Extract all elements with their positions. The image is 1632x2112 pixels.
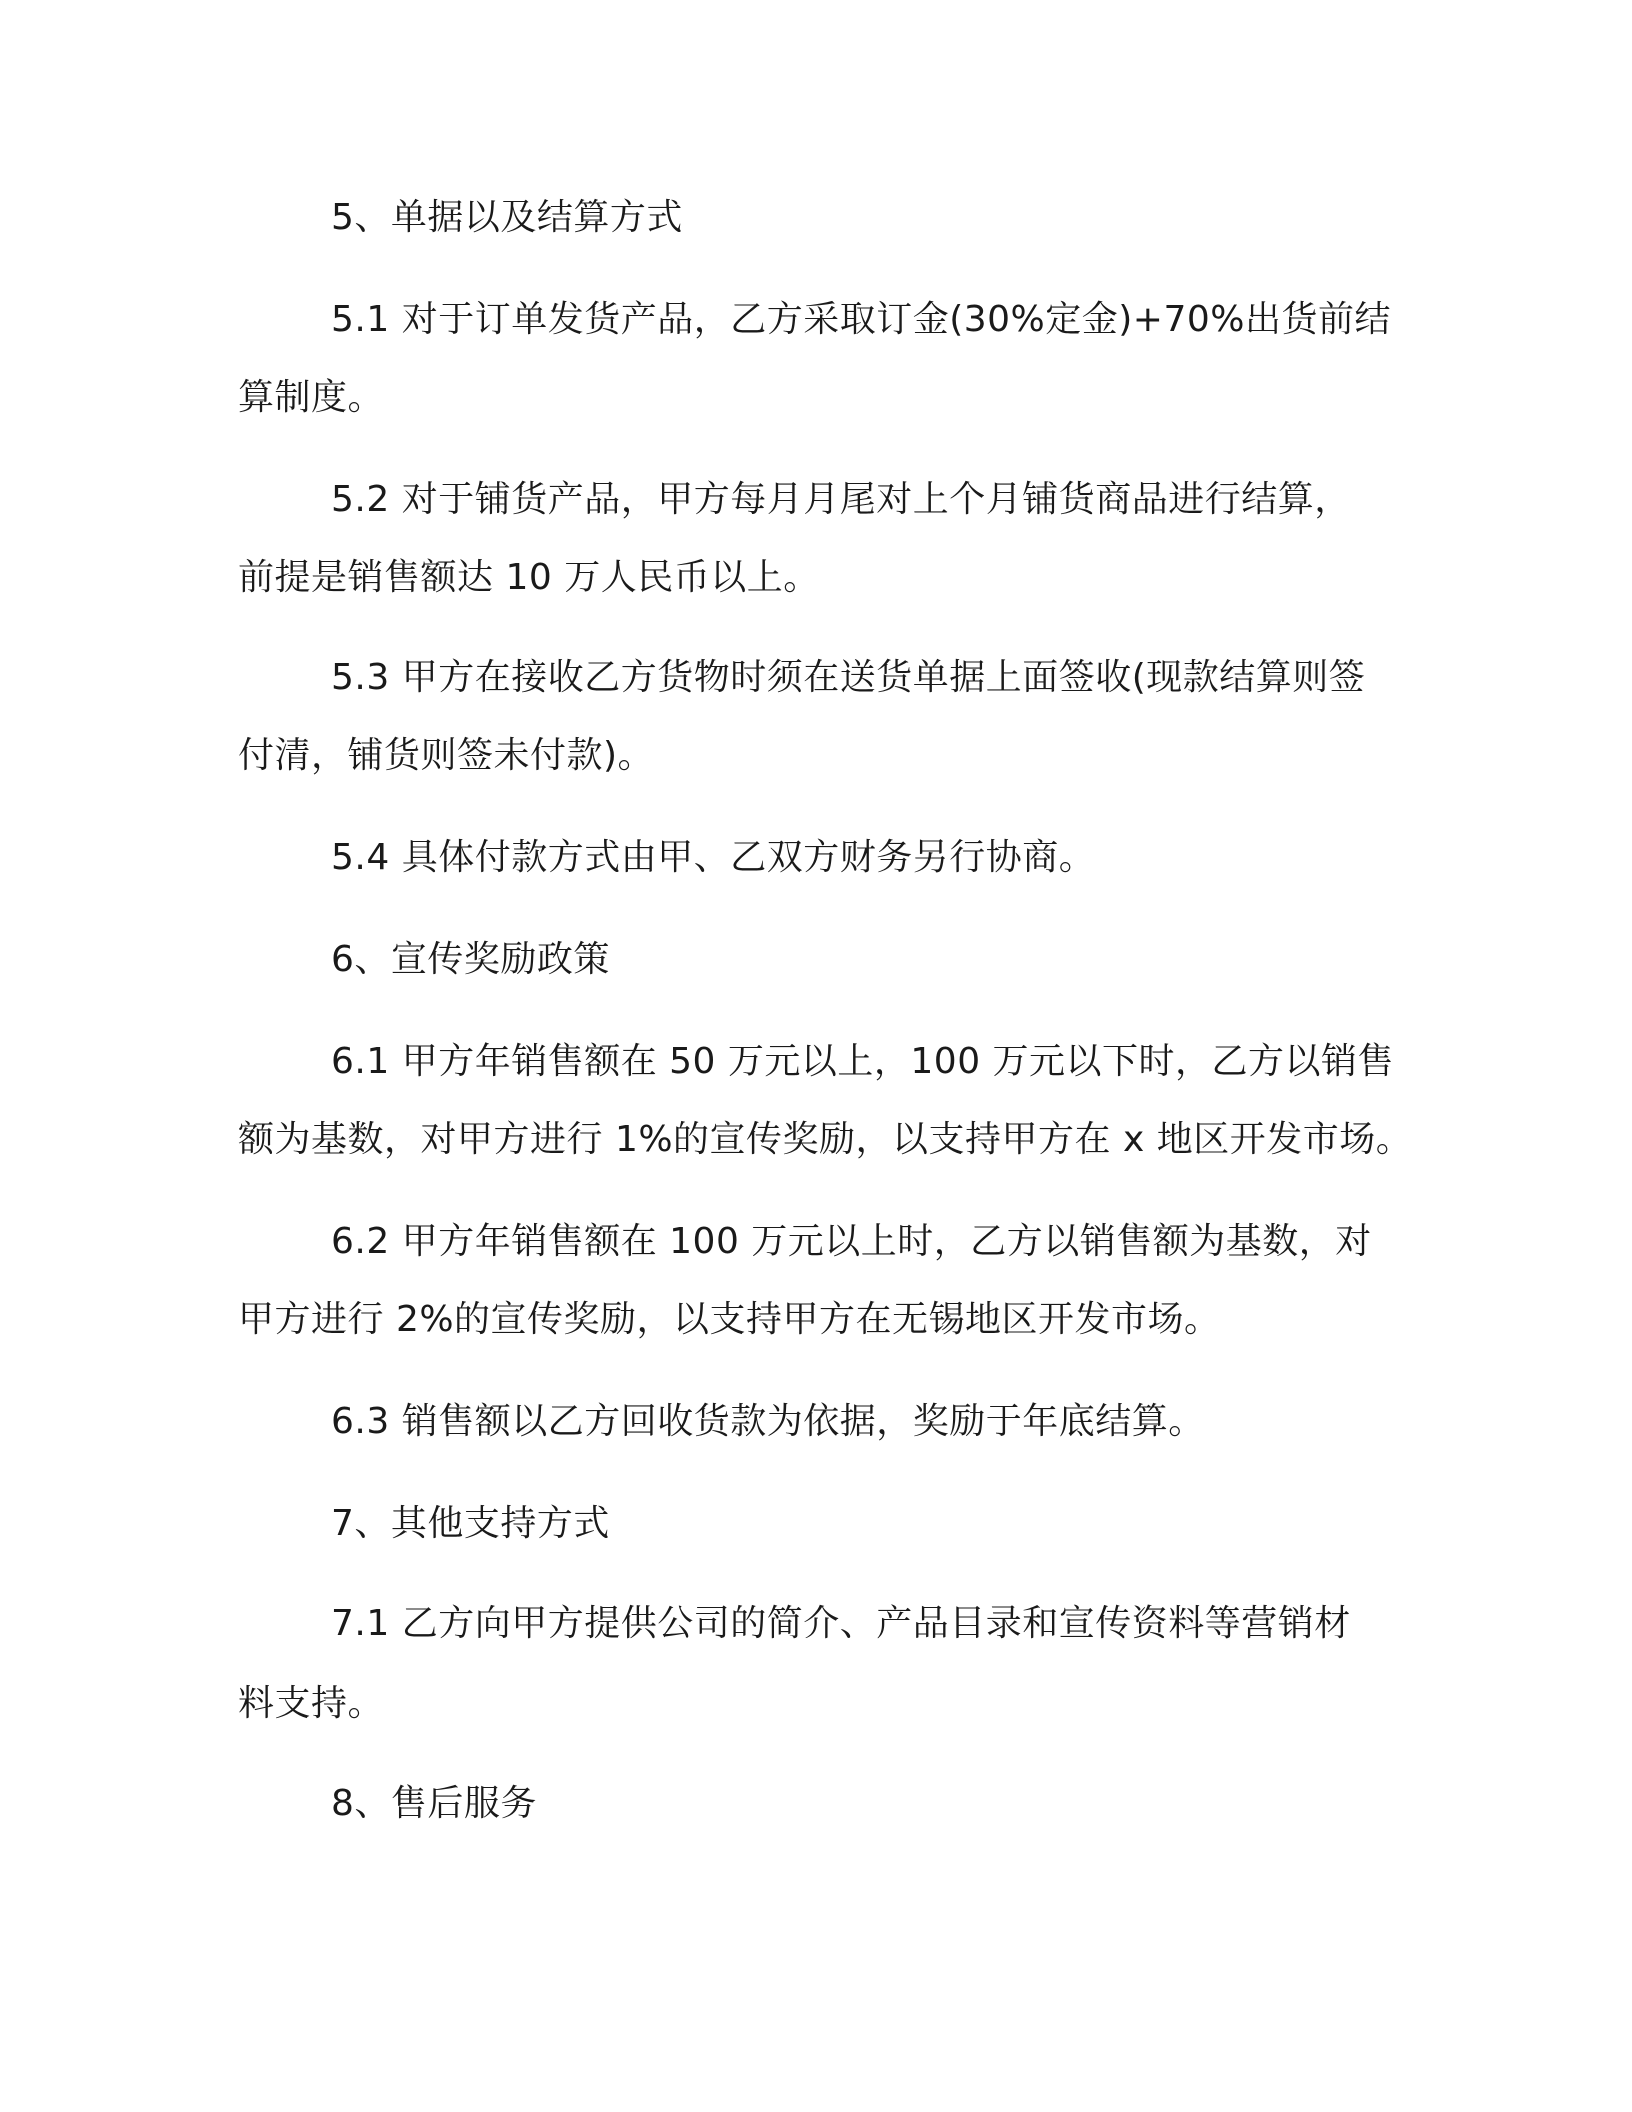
paragraph-6-2-line-2: 甲方进行 2%的宣传奖励，以支持甲方在无锡地区开发市场。 — [238, 1299, 1221, 1340]
paragraph-5-4: 5.4 具体付款方式由甲、乙双方财务另行协商。 — [331, 837, 1096, 878]
heading-section-7: 7、其他支持方式 — [331, 1503, 610, 1544]
paragraph-5-3-line-2: 付清，铺货则签未付款)。 — [238, 735, 655, 776]
paragraph-5-1-line-2: 算制度。 — [238, 377, 385, 418]
paragraph-7-1-line-2: 料支持。 — [238, 1683, 385, 1724]
paragraph-5-3-line-1: 5.3 甲方在接收乙方货物时须在送货单据上面签收(现款结算则签 — [331, 657, 1366, 698]
heading-section-8: 8、售后服务 — [331, 1783, 537, 1824]
paragraph-6-1-line-2: 额为基数，对甲方进行 1%的宣传奖励，以支持甲方在 x 地区开发市场。 — [238, 1119, 1413, 1160]
heading-section-5: 5、单据以及结算方式 — [331, 197, 683, 238]
paragraph-5-2-line-1: 5.2 对于铺货产品，甲方每月月尾对上个月铺货商品进行结算， — [331, 479, 1351, 520]
paragraph-6-3: 6.3 销售额以乙方回收货款为依据，奖励于年底结算。 — [331, 1401, 1205, 1442]
paragraph-6-2-line-1: 6.2 甲方年销售额在 100 万元以上时，乙方以销售额为基数，对 — [331, 1221, 1372, 1262]
paragraph-5-1-line-1: 5.1 对于订单发货产品，乙方采取订金(30%定金)+70%出货前结 — [331, 299, 1391, 340]
paragraph-5-2-line-2: 前提是销售额达 10 万人民币以上。 — [238, 557, 820, 598]
heading-section-6: 6、宣传奖励政策 — [331, 939, 610, 980]
paragraph-7-1-line-1: 7.1 乙方向甲方提供公司的简介、产品目录和宣传资料等营销材 — [331, 1603, 1351, 1644]
paragraph-6-1-line-1: 6.1 甲方年销售额在 50 万元以上，100 万元以下时，乙方以销售 — [331, 1041, 1395, 1082]
